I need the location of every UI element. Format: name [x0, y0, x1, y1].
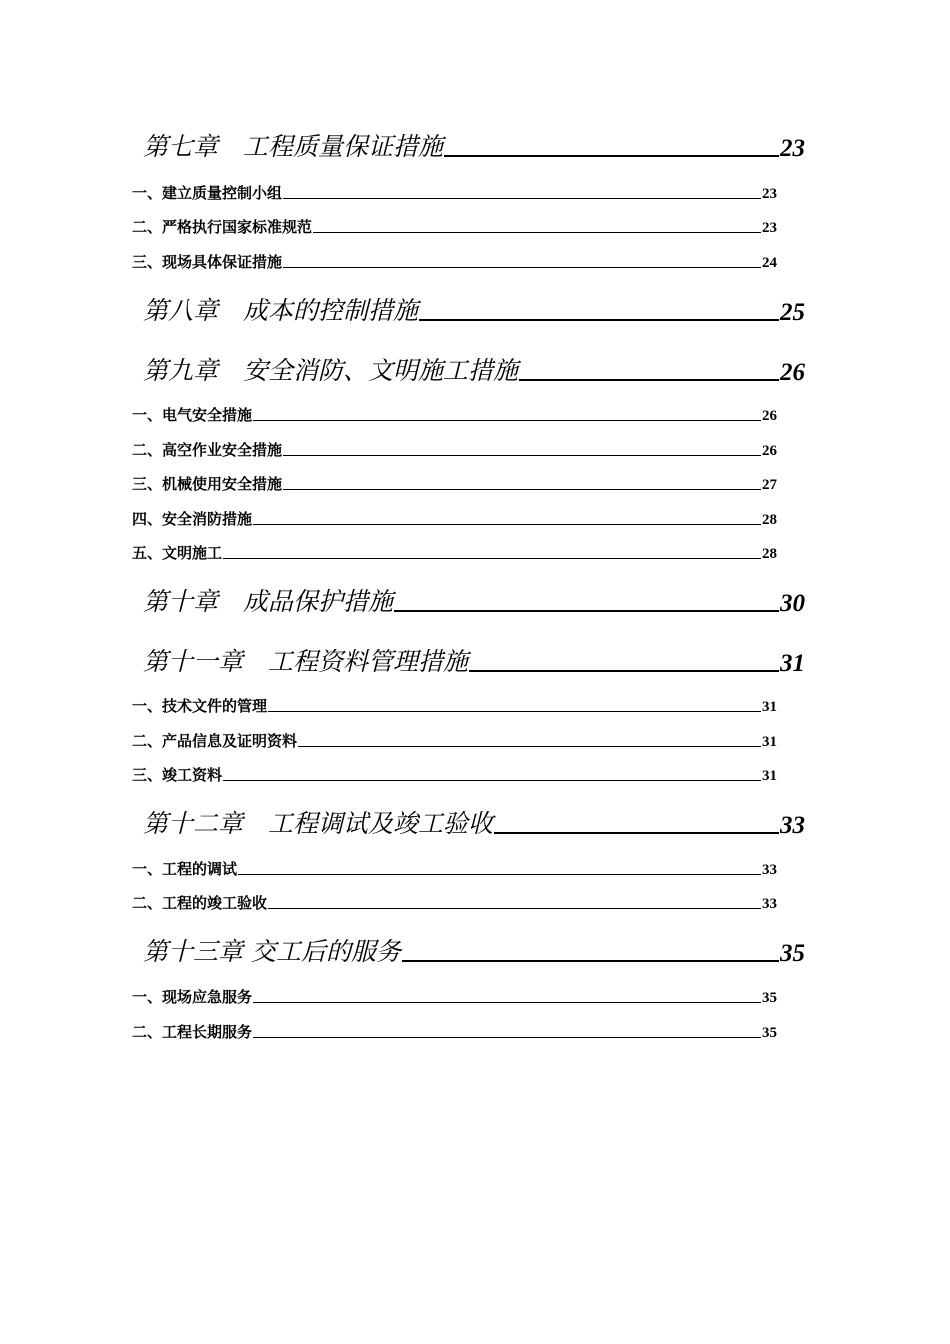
- toc-page-number: 33: [762, 896, 777, 912]
- toc-page-number: 26: [762, 443, 777, 459]
- toc-leader-line: [253, 1002, 761, 1003]
- toc-entry-title: 二、产品信息及证明资料: [132, 732, 298, 750]
- toc-entry-title: 第八章 成本的控制措施: [143, 296, 419, 325]
- toc-leader-line: [253, 1037, 761, 1038]
- toc-page-number: 33: [762, 862, 777, 878]
- toc-chapter-entry[interactable]: [143, 642, 805, 678]
- toc-leader-line: [253, 420, 761, 421]
- toc-entry-title: 三、竣工资料: [132, 766, 223, 784]
- toc-entry-title: 一、现场应急服务: [132, 988, 253, 1006]
- toc-page-number: 31: [780, 650, 805, 677]
- toc-page-number: 24: [762, 255, 777, 271]
- toc-page-number: 33: [780, 812, 805, 839]
- toc-leader-line: [223, 780, 761, 781]
- toc-entry-title: 二、工程的竣工验收: [132, 894, 268, 912]
- toc-entry-title: 一、建立质量控制小组: [132, 184, 283, 202]
- toc-section-entry[interactable]: [132, 472, 777, 494]
- toc-entry-title: 一、电气安全措施: [132, 406, 253, 424]
- toc-leader-line: [469, 670, 779, 672]
- toc-leader-line: [268, 711, 761, 712]
- toc-page-number: 31: [762, 734, 777, 750]
- toc-chapter-entry[interactable]: [143, 932, 805, 968]
- toc-leader-line: [238, 874, 761, 875]
- toc-page-number: 23: [762, 186, 777, 202]
- toc-leader-line: [402, 960, 779, 962]
- toc-entry-title: 第十二章 工程调试及竣工验收: [143, 809, 494, 838]
- toc-leader-line: [519, 379, 779, 381]
- toc-entry-title: 一、技术文件的管理: [132, 697, 268, 715]
- toc-entry-title: 第十三章 交工后的服务: [143, 937, 401, 966]
- toc-leader-line: [419, 319, 779, 321]
- toc-entry-title: 一、工程的调试: [132, 860, 238, 878]
- toc-entry-title: 二、工程长期服务: [132, 1023, 253, 1041]
- toc-page-number: 26: [762, 408, 777, 424]
- toc-page-number: 26: [780, 359, 805, 386]
- toc-page-number: 35: [762, 990, 777, 1006]
- toc-section-entry[interactable]: [132, 1020, 777, 1042]
- toc-page-number: 31: [762, 768, 777, 784]
- toc-chapter-entry[interactable]: [143, 127, 805, 163]
- toc-section-entry[interactable]: [132, 763, 777, 785]
- toc-entry-title: 四、安全消防措施: [132, 510, 253, 528]
- toc-section-entry[interactable]: [132, 215, 777, 237]
- toc-section-entry[interactable]: [132, 541, 777, 563]
- toc-section-entry[interactable]: [132, 985, 777, 1007]
- toc-page-number: 27: [762, 477, 777, 493]
- toc-leader-line: [223, 558, 761, 559]
- toc-page-number: 25: [780, 299, 805, 326]
- toc-section-entry[interactable]: [132, 250, 777, 272]
- toc-entry-title: 二、高空作业安全措施: [132, 441, 283, 459]
- toc-leader-line: [253, 524, 761, 525]
- toc-leader-line: [313, 232, 761, 233]
- toc-leader-line: [283, 198, 761, 199]
- toc-section-entry[interactable]: [132, 181, 777, 203]
- toc-chapter-entry[interactable]: [143, 291, 805, 327]
- toc-leader-line: [268, 908, 761, 909]
- toc-page-number: 23: [762, 220, 777, 236]
- toc-section-entry[interactable]: [132, 857, 777, 879]
- toc-leader-line: [298, 746, 761, 747]
- toc-page-number: 31: [762, 699, 777, 715]
- toc-entry-title: 三、现场具体保证措施: [132, 253, 283, 271]
- toc-page-number: 35: [762, 1025, 777, 1041]
- toc-section-entry[interactable]: [132, 438, 777, 460]
- toc-entry-title: 三、机械使用安全措施: [132, 475, 283, 493]
- toc-page-number: 30: [780, 590, 805, 617]
- toc-page-number: 23: [780, 135, 805, 162]
- toc-chapter-entry[interactable]: [143, 351, 805, 387]
- toc-entry-title: 第十章 成品保护措施: [143, 587, 394, 616]
- toc-section-entry[interactable]: [132, 403, 777, 425]
- toc-entry-title: 五、文明施工: [132, 544, 223, 562]
- toc-entry-title: 第十一章 工程资料管理措施: [143, 647, 469, 676]
- toc-leader-line: [394, 610, 779, 612]
- toc-leader-line: [283, 455, 761, 456]
- toc-section-entry[interactable]: [132, 729, 777, 751]
- toc-page-number: 35: [780, 940, 805, 967]
- toc-section-entry[interactable]: [132, 694, 777, 716]
- toc-entry-title: 二、严格执行国家标准规范: [132, 218, 313, 236]
- toc-leader-line: [494, 832, 779, 834]
- toc-chapter-entry[interactable]: [143, 582, 805, 618]
- toc-entry-title: 第七章 工程质量保证措施: [143, 132, 444, 161]
- toc-leader-line: [283, 489, 761, 490]
- toc-leader-line: [444, 155, 779, 157]
- toc-section-entry[interactable]: [132, 891, 777, 913]
- toc-page-number: 28: [762, 546, 777, 562]
- toc-entry-title: 第九章 安全消防、文明施工措施: [143, 356, 519, 385]
- toc-section-entry[interactable]: [132, 507, 777, 529]
- toc-leader-line: [283, 267, 761, 268]
- toc-page-number: 28: [762, 512, 777, 528]
- toc-chapter-entry[interactable]: [143, 804, 805, 840]
